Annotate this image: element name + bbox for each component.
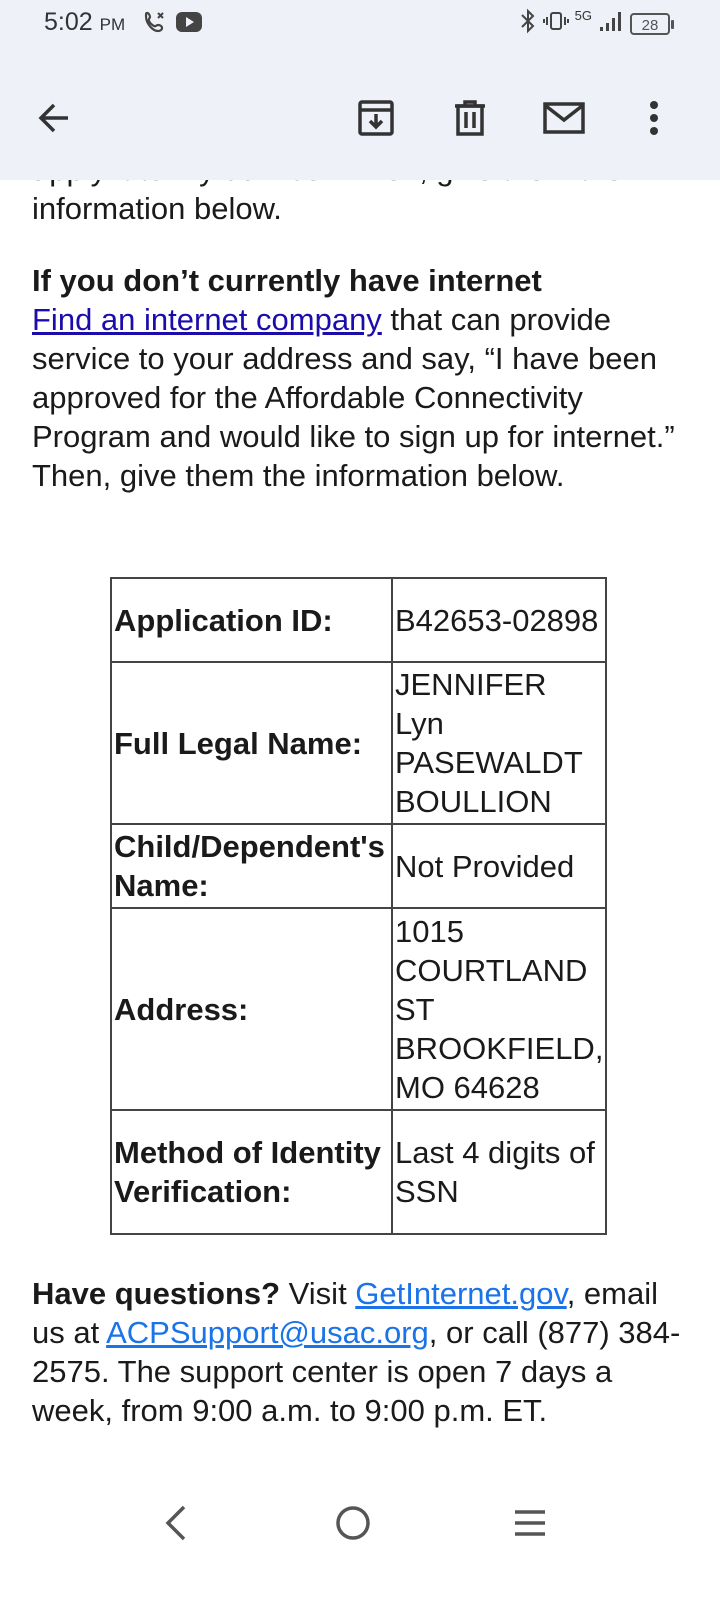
arrow-left-icon xyxy=(34,98,74,138)
table-row xyxy=(111,578,606,662)
email-toolbar xyxy=(0,48,720,180)
table-row xyxy=(111,1110,606,1234)
table-row xyxy=(111,662,606,824)
no-internet-paragraph: If you don’t currently have internet Find an internet company that can provide service to your address and say, “I have been approved for the Affordable Connectivity Program and would like to sign up for internet.” Then, give them the information below. xyxy=(32,263,675,493)
back-button[interactable] xyxy=(30,94,78,142)
battery-icon: 28 xyxy=(630,13,670,35)
table-value: JENNIFER Lyn PASEWALDT BOULLION xyxy=(392,662,606,824)
more-vert-icon xyxy=(648,100,660,136)
trash-icon xyxy=(450,98,490,138)
youtube-icon xyxy=(175,11,203,38)
email-body xyxy=(32,150,692,495)
system-nav-bar xyxy=(0,1478,720,1568)
missed-call-icon xyxy=(143,10,169,39)
status-time: 5:02 PM xyxy=(44,8,126,36)
more-options-button[interactable] xyxy=(630,94,678,142)
table-row xyxy=(111,824,606,908)
nav-menu-icon xyxy=(513,1508,547,1538)
bluetooth-icon xyxy=(519,8,537,39)
vibrate-icon xyxy=(543,10,569,37)
table-value: Not Provided xyxy=(392,824,606,908)
table-value: Last 4 digits of SSN xyxy=(392,1110,606,1234)
network-label: 5G xyxy=(574,8,592,23)
application-info-table xyxy=(110,577,607,1235)
archive-button[interactable] xyxy=(352,94,400,142)
table-label: Application ID: xyxy=(111,578,392,662)
partial-paragraph: information below. xyxy=(32,191,282,226)
table-value: 1015 COURTLAND ST BROOKFIELD, MO 64628 xyxy=(392,908,606,1110)
nav-back-icon xyxy=(164,1504,188,1542)
signal-icon xyxy=(598,9,624,38)
table-value: B42653-02898 xyxy=(392,578,606,662)
table-label: Address: xyxy=(111,908,392,1110)
no-internet-heading: If you don’t currently have internet xyxy=(32,263,542,298)
nav-menu-button[interactable] xyxy=(500,1498,560,1548)
support-email-link[interactable]: ACPSupport@usac.org xyxy=(106,1315,429,1350)
mail-icon xyxy=(543,100,585,136)
delete-button[interactable] xyxy=(446,94,494,142)
nav-home-button[interactable] xyxy=(323,1498,383,1548)
table-label: Method of Identity Verification: xyxy=(111,1110,392,1234)
nav-home-icon xyxy=(335,1505,371,1541)
archive-icon xyxy=(356,98,396,138)
getinternet-link[interactable]: GetInternet.gov xyxy=(355,1276,567,1311)
table-label: Full Legal Name: xyxy=(111,662,392,824)
table-row xyxy=(111,908,606,1110)
table-label: Child/Dependent's Name: xyxy=(111,824,392,908)
mark-unread-button[interactable] xyxy=(540,94,588,142)
questions-paragraph: Have questions? Visit GetInternet.gov, email us at ACPSupport@usac.org, or call (877) 384-2575. The support center is open 7 days a week, from 9:00 a.m. to 9:00 p.m. ET. xyxy=(32,1276,681,1428)
status-bar xyxy=(0,0,720,48)
questions-heading: Have questions? xyxy=(32,1276,281,1311)
find-internet-company-link[interactable]: Find an internet company xyxy=(32,302,382,337)
nav-back-button[interactable] xyxy=(146,1498,206,1548)
